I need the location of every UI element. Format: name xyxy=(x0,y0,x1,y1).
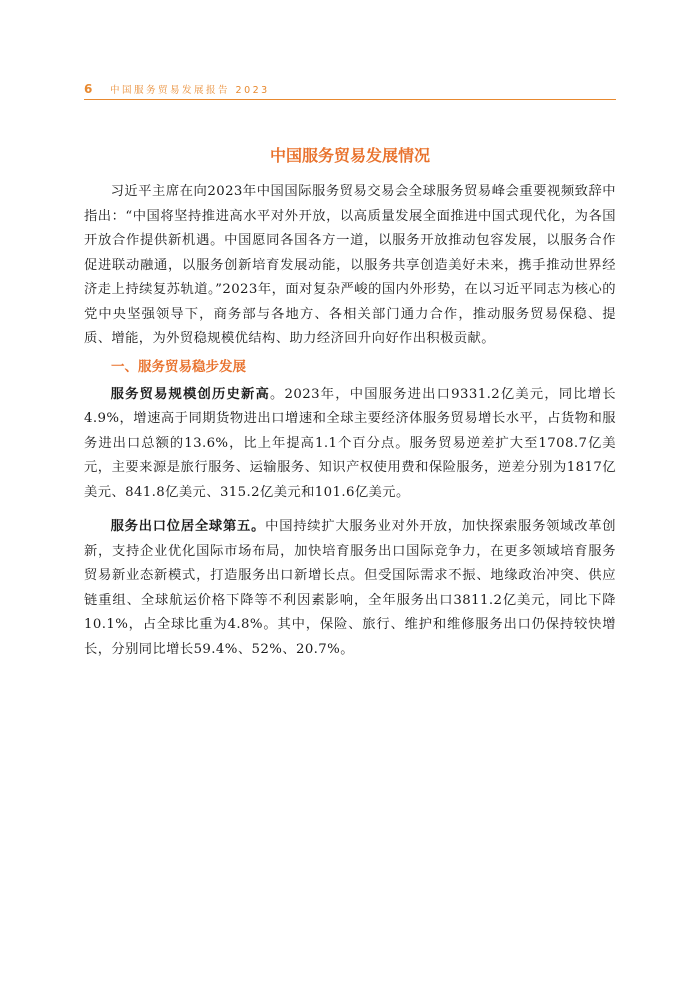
paragraph-lead: 服务贸易规模创历史新高 xyxy=(110,386,270,402)
paragraph-gap xyxy=(84,505,616,515)
page-number: 6 xyxy=(84,82,93,96)
paragraph-text: 。2023年，中国服务进出口9331.2亿美元，同比增长4.9%，增速高于同期货物进出口增速和全球主要经济体服务贸易增长水平，占货物和服务进出口总额的13.6%，比上年提高1.1个百分点。服务贸易逆差扩大至1708.7亿美元，主要来源是旅行服务、运输服务、知识产权使用费和保险服务，逆差分别为1817亿美元、841.8亿美元、315.2亿美元和101.6亿美元。 xyxy=(84,386,616,500)
paragraph-lead: 服务出口位居全球第五。 xyxy=(110,519,266,534)
header-divider xyxy=(84,99,616,100)
running-header xyxy=(84,80,616,98)
subsection-heading: 一、服务贸易稳步发展 xyxy=(111,358,246,375)
paragraph-export-rank xyxy=(84,515,616,662)
running-title: 中国服务贸易发展报告 2023 xyxy=(110,85,270,96)
paragraph-text: 中国持续扩大服务业对外开放，加快探索服务领域改革创新，支持企业优化国际市场布局，加快培育服务出口国际竞争力，在更多领域培育服务贸易新业态新模式，打造服务出口新增长点。但受国际需求不振、地缘政治冲突、供应链重组、全球航运价格下降等不利因素影响，全年服务出口3811.2亿美元，同比下降10.1%，占全球比重为4.8%。其中，保险、旅行、维护和维修服务出口仍保持较快增长，分别同比增长59.4%、52%、20.7%。 xyxy=(84,519,617,657)
paragraph-trade-scale xyxy=(84,383,616,506)
body-content xyxy=(84,180,616,662)
section-title: 中国服务贸易发展情况 xyxy=(269,146,430,165)
intro-paragraph: 习近平主席在向2023年中国国际服务贸易交易会全球服务贸易峰会重要视频致辞中指出：“中国将坚持推进高水平对外开放，以高质量发展全面推进中国式现代化，为各国开放合作提供新机遇。中国愿同各国各方一道，以服务开放推动包容发展，以服务合作促进联动融通，以服务创新培育发展动能，以服务共享创造美好未来，携手推动世界经济走上持续复苏轨道。”2023年，面对复杂严峻的国内外形势，在以习近平同志为核心的党中央坚强领导下，商务部与各地方、各相关部门通力合作，推动服务贸易保稳、提质、增能，为外贸稳规模优结构、助力经济回升向好作出积极贡献。 xyxy=(84,184,616,346)
